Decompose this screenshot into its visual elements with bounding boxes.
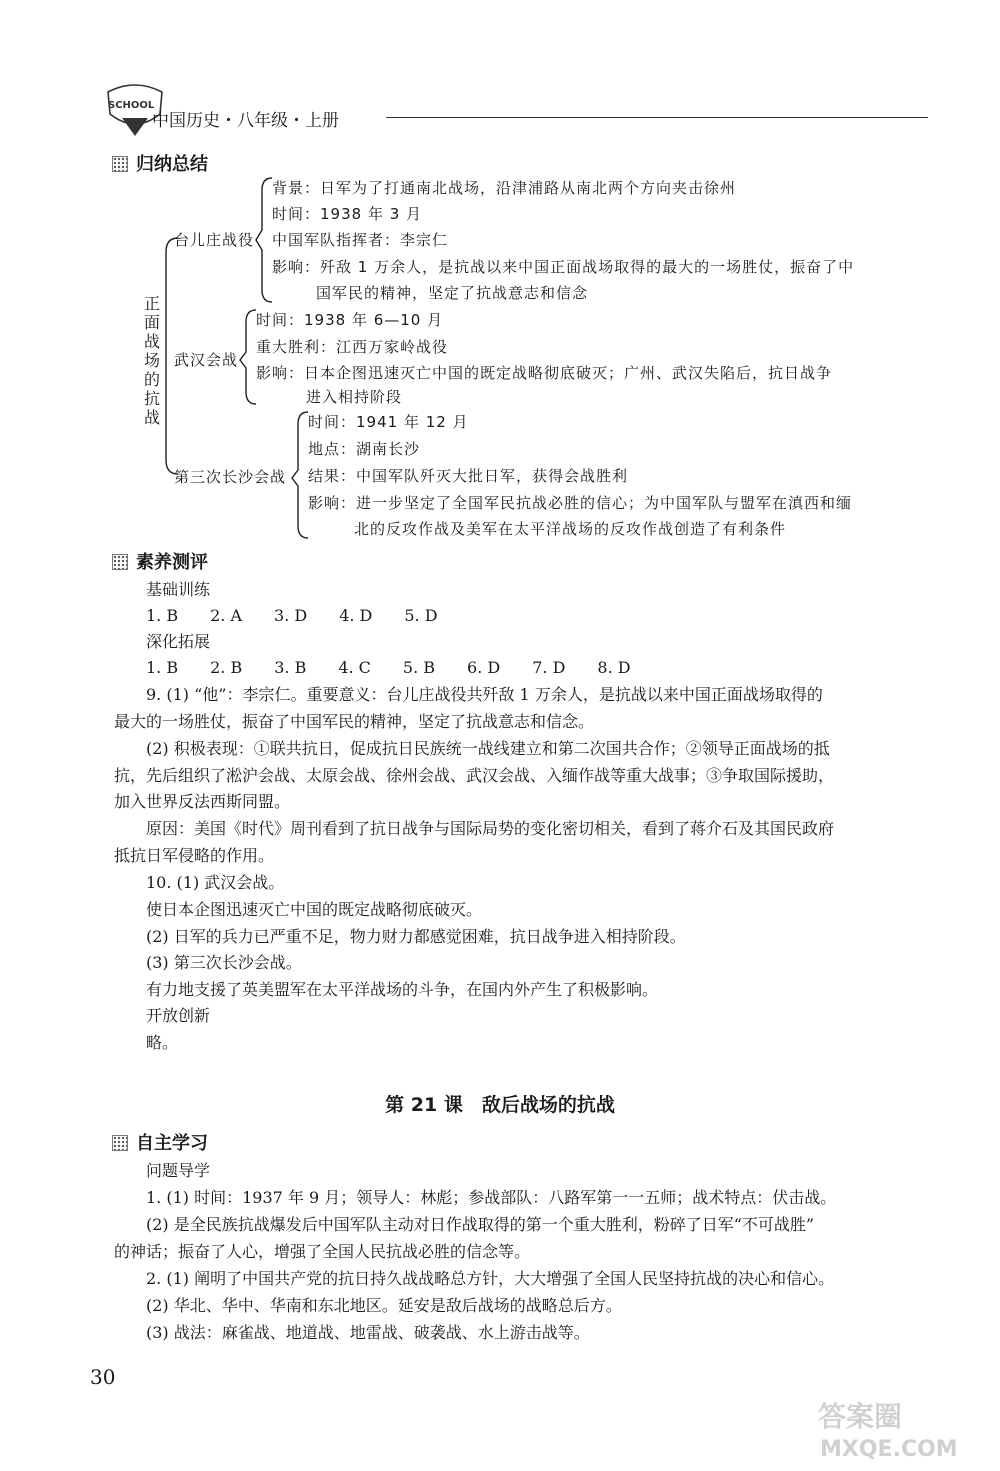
q9-2-line-b: 抗，先后组织了淞沪会战、太原会战、徐州会战、武汉会战、入缅作战等重大战事；③争取国际援助， <box>114 766 835 785</box>
a1-2-line-b: 的神话；振奋了人心，增强了全国人民抗战必胜的信念等。 <box>114 1242 531 1261</box>
b1-line-2: 时间：1938 年 3 月 <box>272 205 423 223</box>
a2-2: (2) 华北、华中、华南和东北地区。延安是敌后战场的战略总后方。 <box>146 1296 622 1315</box>
basic-training-title: 基础训练 <box>146 580 211 599</box>
b1-line-4: 影响：歼敌 1 万余人，是抗战以来中国正面战场取得的最大的一场胜仗，振奋了中 <box>272 258 855 276</box>
section-self-study <box>112 1129 208 1155</box>
q10-3: (3) 第三次长沙会战。 <box>146 953 302 972</box>
section-self-study-title: 自主学习 <box>136 1133 208 1154</box>
reason-line-b: 抵抗日军侵略的作用。 <box>114 846 275 865</box>
page-number: 30 <box>90 1365 116 1389</box>
section-summary-title: 归纳总结 <box>136 154 208 175</box>
q10-2: (2) 日军的兵力已严重不足，物力财力都感觉困难，抗日战争进入相持阶段。 <box>146 927 686 946</box>
a1-2-line-a: (2) 是全民族抗战爆发后中国军队主动对日作战取得的第一个重大胜利，粉碎了日军“不可战胜” <box>146 1215 815 1234</box>
lesson-title: 第 21 课 敌后战场的抗战 <box>385 1094 615 1116</box>
section-marker-icon <box>112 554 128 570</box>
b2-line-1: 时间：1938 年 6—10 月 <box>256 311 444 329</box>
section-assessment-title: 素养测评 <box>136 552 208 573</box>
header-rule <box>386 117 928 118</box>
b2-line-2: 重大胜利：江西万家岭战役 <box>256 338 449 356</box>
b1-line-1: 背景：日军为了打通南北战场，沿津浦路从南北两个方向夹击徐州 <box>272 179 737 197</box>
reason-line-a: 原因：美国《时代》周刊看到了抗日战争与国际局势的变化密切相关，看到了蒋介石及其国民政府 <box>146 819 835 838</box>
logo-text: SCHOOL <box>108 100 155 111</box>
a2-1: 2. (1) 阐明了中国共产党的抗日持久战战略总方针，大大增强了全国人民坚持抗战的决心和信心。 <box>146 1269 835 1288</box>
basic-answers: 1. B 2. A 3. D 4. D 5. D <box>146 606 438 625</box>
watermark-url: MXQE.COM <box>820 1437 958 1462</box>
b3-line-5: 北的反攻作战及美军在太平洋战场的反攻作战创造了有利条件 <box>354 520 787 538</box>
q9-2-line-c: 加入世界反法西斯同盟。 <box>114 792 291 811</box>
deep-title: 深化拓展 <box>146 632 211 651</box>
b2-line-3: 影响：日本企图迅速灭亡中国的既定战略彻底破灭；广州、武汉失陷后，抗日战争 <box>256 364 833 382</box>
q9-1-line-b: 最大的一场胜仗，振奋了中国军民的精神，坚定了抗战意志和信念。 <box>114 712 595 731</box>
open-title: 开放创新 <box>146 1006 211 1025</box>
branch-wuhan: 武汉会战 <box>174 351 239 369</box>
a1-1: 1. (1) 时间：1937 年 9 月；领导人：林彪；参战部队：八路军第一一五师；战术特点：伏击战。 <box>146 1188 837 1207</box>
b1-line-3: 中国军队指挥者：李宗仁 <box>272 231 449 249</box>
header-title: 中国历史・八年级・上册 <box>152 111 339 131</box>
q10-1-detail: 使日本企图迅速灭亡中国的既定战略彻底破灭。 <box>146 900 483 919</box>
branch-taierzhuang: 台儿庄战役 <box>174 231 255 249</box>
branch-changsha: 第三次长沙会战 <box>174 468 287 486</box>
section-marker-icon <box>112 1135 128 1151</box>
section-assessment <box>112 548 208 574</box>
a2-3: (3) 战法：麻雀战、地道战、地雷战、破袭战、水上游击战等。 <box>146 1323 590 1342</box>
q9-2-line-a: (2) 积极表现：①联共抗日，促成抗日民族统一战线建立和第二次国共合作；②领导正面战场的抵 <box>146 739 830 758</box>
b1-line-5: 国军民的精神，坚定了抗战意志和信念 <box>316 284 589 302</box>
q9-1-line-a: 9. (1) “他”：李宗仁。重要意义：台儿庄战役共歼敌 1 万余人，是抗战以来中国正面战场取得的 <box>146 685 823 704</box>
b3-line-4: 影响：进一步坚定了全国军民抗战必胜的信心；为中国军队与盟军在滇西和缅 <box>308 494 853 512</box>
deep-answers: 1. B 2. B 3. B 4. C 5. B 6. D 7. D 8. D <box>146 658 631 677</box>
watermark-logo: 答案圈 <box>818 1400 903 1433</box>
open-text: 略。 <box>146 1033 179 1052</box>
q10-3-detail: 有力地支援了英美盟军在太平洋战场的斗争，在国内外产生了积极影响。 <box>146 980 659 999</box>
b2-line-4: 进入相持阶段 <box>306 388 403 406</box>
guide-title: 问题导学 <box>146 1161 211 1180</box>
b3-line-2: 地点：湖南长沙 <box>308 440 421 458</box>
q10-1: 10. (1) 武汉会战。 <box>146 873 285 892</box>
tree-root-label: 正面战场的抗战 <box>143 294 160 427</box>
b3-line-3: 结果：中国军队歼灭大批日军，获得会战胜利 <box>308 467 629 485</box>
section-marker-icon <box>112 156 128 172</box>
b3-line-1: 时间：1941 年 12 月 <box>308 413 469 431</box>
section-summary <box>112 150 208 176</box>
